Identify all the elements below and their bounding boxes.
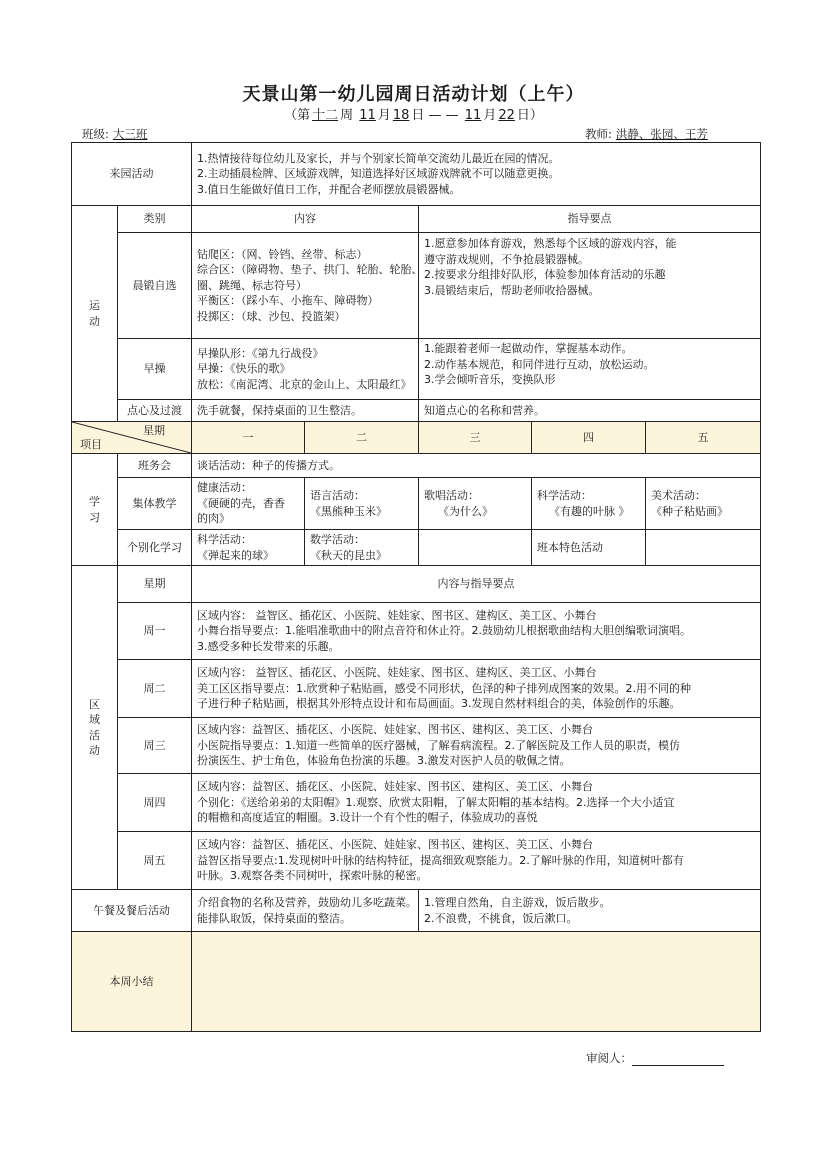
feature-activity-label: 班本特色活动 [532, 530, 646, 566]
activity-title: 《秋天的昆虫》 [310, 548, 387, 562]
arrival-line: 3.值日生能做好值日工作，并配合老师摆放晨锻器械。 [197, 182, 461, 196]
study-label [72, 454, 118, 566]
col-content: 内容 [192, 206, 419, 233]
area-label [72, 566, 118, 890]
teacher-value: 洪静、张园、王芳 [615, 127, 708, 141]
drill-guide [419, 339, 761, 400]
drill-guide-line: 2.动作基本规范，和同伴进行互动，放松运动。 [424, 357, 655, 371]
individual-activity-mon [192, 530, 305, 566]
area-line: 益智区指导要点:1.发现树叶叶脉的结构特征，提高细致观察能力。2.了解叶脉的作用，知道树叶都有 [197, 853, 684, 867]
area-row [72, 832, 761, 890]
weekday-mon: 一 [192, 422, 305, 454]
lunch-content-line: 介绍食物的名称及营养，鼓励幼儿多吃蔬菜。 [197, 896, 417, 909]
col-guide: 指导要点 [419, 206, 761, 233]
class-info [82, 126, 151, 142]
morning-content [192, 233, 423, 339]
area-line: 区域内容：益智区、插花区、小医院、娃娃家、图书区、建构区、美工区、小舞台 [197, 838, 593, 852]
teacher-label: 教师: [585, 127, 612, 141]
lunch-row [72, 890, 761, 932]
group-activity-wed [419, 478, 532, 530]
area-line: 3.感受多种长发带来的乐趣。 [197, 639, 340, 653]
snack-row [72, 400, 761, 422]
area-content [192, 832, 761, 890]
individual-learning-label: 个别化学习 [118, 530, 192, 566]
date-close: 日） [516, 108, 543, 123]
arrival-line: 1.热情接待每位幼儿及家长，并与个别家长简单交流幼儿最近在园的情况。 [197, 151, 560, 165]
start-day: 18 [392, 108, 410, 123]
col-category: 类别 [118, 206, 192, 233]
area-header-row [72, 566, 761, 603]
drill-content [192, 339, 419, 400]
end-month: 11 [464, 108, 482, 123]
month-unit-2: 月 [483, 108, 497, 123]
area-line: 小医院指导要点：1.知道一些简单的医疗器械，了解看病流程。2.了解医院及工作人员的职责，模仿 [197, 738, 680, 752]
lunch-guide-line: 1.管理自然角，自主游戏，饭后散步。 [424, 896, 611, 909]
area-day: 周三 [118, 718, 192, 774]
weekday-tue: 二 [305, 422, 419, 454]
area-line: 的帽檐和高度适宜的帽圈。3.设计一个有个性的帽子，体验成功的喜悦 [197, 811, 538, 825]
activity-title: 《为什么》 [438, 504, 493, 518]
lunch-guide [419, 890, 761, 932]
drill-guide-line: 3.学会倾听音乐，变换队形 [424, 373, 556, 386]
morning-label: 晨锻自选 [118, 233, 192, 339]
weekday-row [72, 422, 761, 454]
area-line: 区域内容： 益智区、插花区、小医院、娃娃家、图书区、建构区、美工区、小舞台 [197, 608, 597, 622]
area-line: 区域内容：益智区、插花区、小医院、娃娃家、图书区、建构区、美工区、小舞台 [197, 780, 593, 794]
drill-content-line: 早操：《快乐的歌》 [197, 362, 291, 376]
page-title: 天景山第一幼儿园周日活动计划（上午） [242, 84, 585, 105]
activity-type: 数学活动： [310, 533, 365, 546]
start-month: 11 [359, 108, 376, 123]
activity-type: 科学活动： [537, 489, 592, 502]
individual-activity-wed [419, 530, 532, 566]
activity-type: 科学活动： [197, 533, 252, 546]
area-row [72, 603, 761, 660]
activity-type: 美术活动： [651, 489, 706, 502]
group-teaching-row [72, 478, 761, 530]
lunch-content [192, 890, 419, 932]
group-activity-mon [192, 478, 305, 530]
activity-title: 《硬硬的壳，香香 [197, 496, 285, 510]
area-content [192, 603, 761, 660]
morning-guide-line: 3.晨锻结束后，帮助老师收拾器械。 [424, 283, 600, 297]
morning-content-line: 投掷区：（球、沙包、投篮架） [197, 309, 346, 323]
day-unit-dash: 日 — — [411, 108, 459, 123]
morning-content-line: 综合区：（障碍物、垫子、拱门、轮胎、轮胎、 [197, 263, 423, 277]
activity-type: 语言活动： [310, 489, 365, 502]
arrival-row [72, 143, 761, 206]
study-label-char: 习 [89, 510, 100, 524]
weekday-project-header [72, 422, 192, 454]
snack-guide: 知道点心的名称和营养。 [419, 400, 761, 422]
date-range [0, 104, 827, 123]
morning-exercise-row [72, 233, 761, 339]
area-row [72, 774, 761, 832]
drill-label: 早操 [118, 339, 192, 400]
drill-content-line: 放松：《南泥湾、北京的金山上、太阳最红》 [197, 377, 412, 391]
reviewer-signature-field[interactable] [632, 1053, 724, 1066]
class-label: 班级: [82, 127, 109, 141]
weekday-wed: 三 [419, 422, 532, 454]
area-line: 区域内容：益智区、插花区、小医院、娃娃家、图书区、建构区、美工区、小舞台 [197, 723, 593, 737]
area-line: 美工区区指导要点：1.欣赏种子粘贴画，感受不同形状，色泽的种子排列成图案的效果。2.用不同的种 [197, 681, 691, 695]
class-value: 大三班 [112, 127, 148, 141]
date-open: （第 [284, 108, 311, 123]
lunch-guide-line: 2.不浪费，不挑食，饭后漱口。 [424, 911, 578, 925]
area-content [192, 660, 761, 718]
area-row [72, 660, 761, 718]
week-unit: 周 [340, 108, 354, 123]
morning-guide-line: 遵守游戏规则，不争抢晨锻器械。 [424, 252, 589, 266]
activity-title-cont: 的肉》 [197, 512, 230, 526]
arrival-line: 2.主动插晨检牌、区域游戏牌，知道选择好区域游戏牌就不可以随意更换。 [197, 167, 560, 181]
area-line: 扮演医生、护士角色，体验角色扮演的乐趣。3.激发对医护人员的敬佩之情。 [197, 754, 571, 768]
lunch-label: 午餐及餐后活动 [72, 890, 192, 932]
area-day: 周一 [118, 603, 192, 660]
summary-label: 本周小结 [72, 932, 192, 1032]
area-line: 小舞台指导要点：1.能唱准歌曲中的附点音符和休止符。2.鼓励幼儿根据歌曲结构大胆创编歌词演唱。 [197, 624, 691, 638]
arrival-content [192, 143, 761, 206]
area-line: 叶脉。3.观察各类不同树叶，探索叶脉的秘密。 [197, 869, 428, 883]
week-number: 十二 [312, 108, 339, 123]
activity-type: 健康活动： [197, 481, 252, 495]
area-day: 周二 [118, 660, 192, 718]
snack-label: 点心及过渡 [118, 400, 192, 422]
morning-content-line: 钻爬区：（网、铃铛、丝带、标志） [197, 247, 368, 261]
lunch-content-line: 能排队取饭，保持桌面的整洁。 [197, 911, 351, 925]
plan-table [71, 142, 761, 1032]
end-day: 22 [498, 108, 515, 123]
area-day: 周四 [118, 774, 192, 832]
area-content [192, 774, 761, 832]
summary-row [72, 932, 761, 1032]
drill-guide-line: 1.能跟着老师一起做动作，掌握基本动作。 [424, 342, 633, 355]
group-activity-thu [532, 478, 646, 530]
summary-content[interactable] [192, 932, 761, 1032]
teacher-info [585, 126, 712, 142]
group-teaching-label: 集体教学 [118, 478, 192, 530]
reviewer-label: 审阅人： [586, 1051, 632, 1065]
activity-type: 歌唱活动： [424, 489, 479, 502]
area-col-content: 内容与指导要点 [192, 566, 761, 603]
class-meeting-content: 谈话活动：种子的传播方式。 [192, 454, 761, 478]
weekday-thu: 四 [532, 422, 646, 454]
area-col-day: 星期 [118, 566, 192, 603]
study-label-char: 学 [89, 495, 100, 508]
reviewer [586, 1050, 724, 1066]
morning-content-line: 圈、跳绳、标志符号） [197, 278, 307, 292]
morning-guide-line: 2.按要求分组排好队形，体验参加体育活动的乐趣 [424, 268, 666, 281]
area-line: 子进行种子粘贴画，根据其外形特点设计和布局画面。3.发现自然材料组合的美，体验创作的乐趣。 [197, 697, 681, 711]
area-line: 区域内容： 益智区、插花区、小医院、娃娃家、图书区、建构区、美工区、小舞台 [197, 666, 597, 680]
exercise-label [72, 206, 118, 422]
individual-learning-row [72, 530, 761, 566]
area-label-char: 活 [89, 728, 100, 742]
area-day: 周五 [118, 832, 192, 890]
exercise-header-row [72, 206, 761, 233]
exercise-label-char: 运 [89, 299, 100, 312]
exercise-label-char: 动 [89, 314, 100, 328]
area-label-char: 区 [89, 697, 100, 711]
area-label-char: 域 [89, 713, 100, 726]
feature-activity-content [646, 530, 761, 566]
group-activity-tue [305, 478, 419, 530]
area-row [72, 718, 761, 774]
drill-content-line: 早操队形：《第九行战役》 [197, 346, 324, 360]
class-meeting-label: 班务会 [118, 454, 192, 478]
arrival-label: 来园活动 [72, 143, 192, 206]
project-label: 项目 [80, 437, 102, 451]
weekday-label: 星期 [143, 424, 165, 437]
drill-row [72, 339, 761, 400]
snack-content: 洗手就餐，保持桌面的卫生整洁。 [192, 400, 419, 422]
morning-guide [419, 233, 761, 339]
class-meeting-row [72, 454, 761, 478]
month-unit-1: 月 [377, 108, 391, 123]
activity-title: 《黑熊种玉米》 [310, 504, 387, 518]
activity-title: 《有趣的叶脉 》 [549, 504, 630, 518]
area-label-char: 动 [89, 744, 100, 757]
area-line: 个别化：《送给弟弟的太阳帽》1.观察、欣赏太阳帽，了解太阳帽的基本结构。2.选择一个大小适宜 [197, 795, 675, 809]
group-activity-fri [646, 478, 761, 530]
morning-content-line: 平衡区：（踩小车、小拖车、障碍物） [197, 294, 379, 308]
activity-title: 《弹起来的球》 [197, 548, 274, 562]
individual-activity-tue [305, 530, 419, 566]
area-content [192, 718, 761, 774]
activity-title: 《种子粘贴画》 [651, 504, 728, 518]
morning-guide-line: 1.愿意参加体育游戏，熟悉每个区域的游戏内容，能 [424, 237, 677, 250]
weekday-fri: 五 [646, 422, 761, 454]
